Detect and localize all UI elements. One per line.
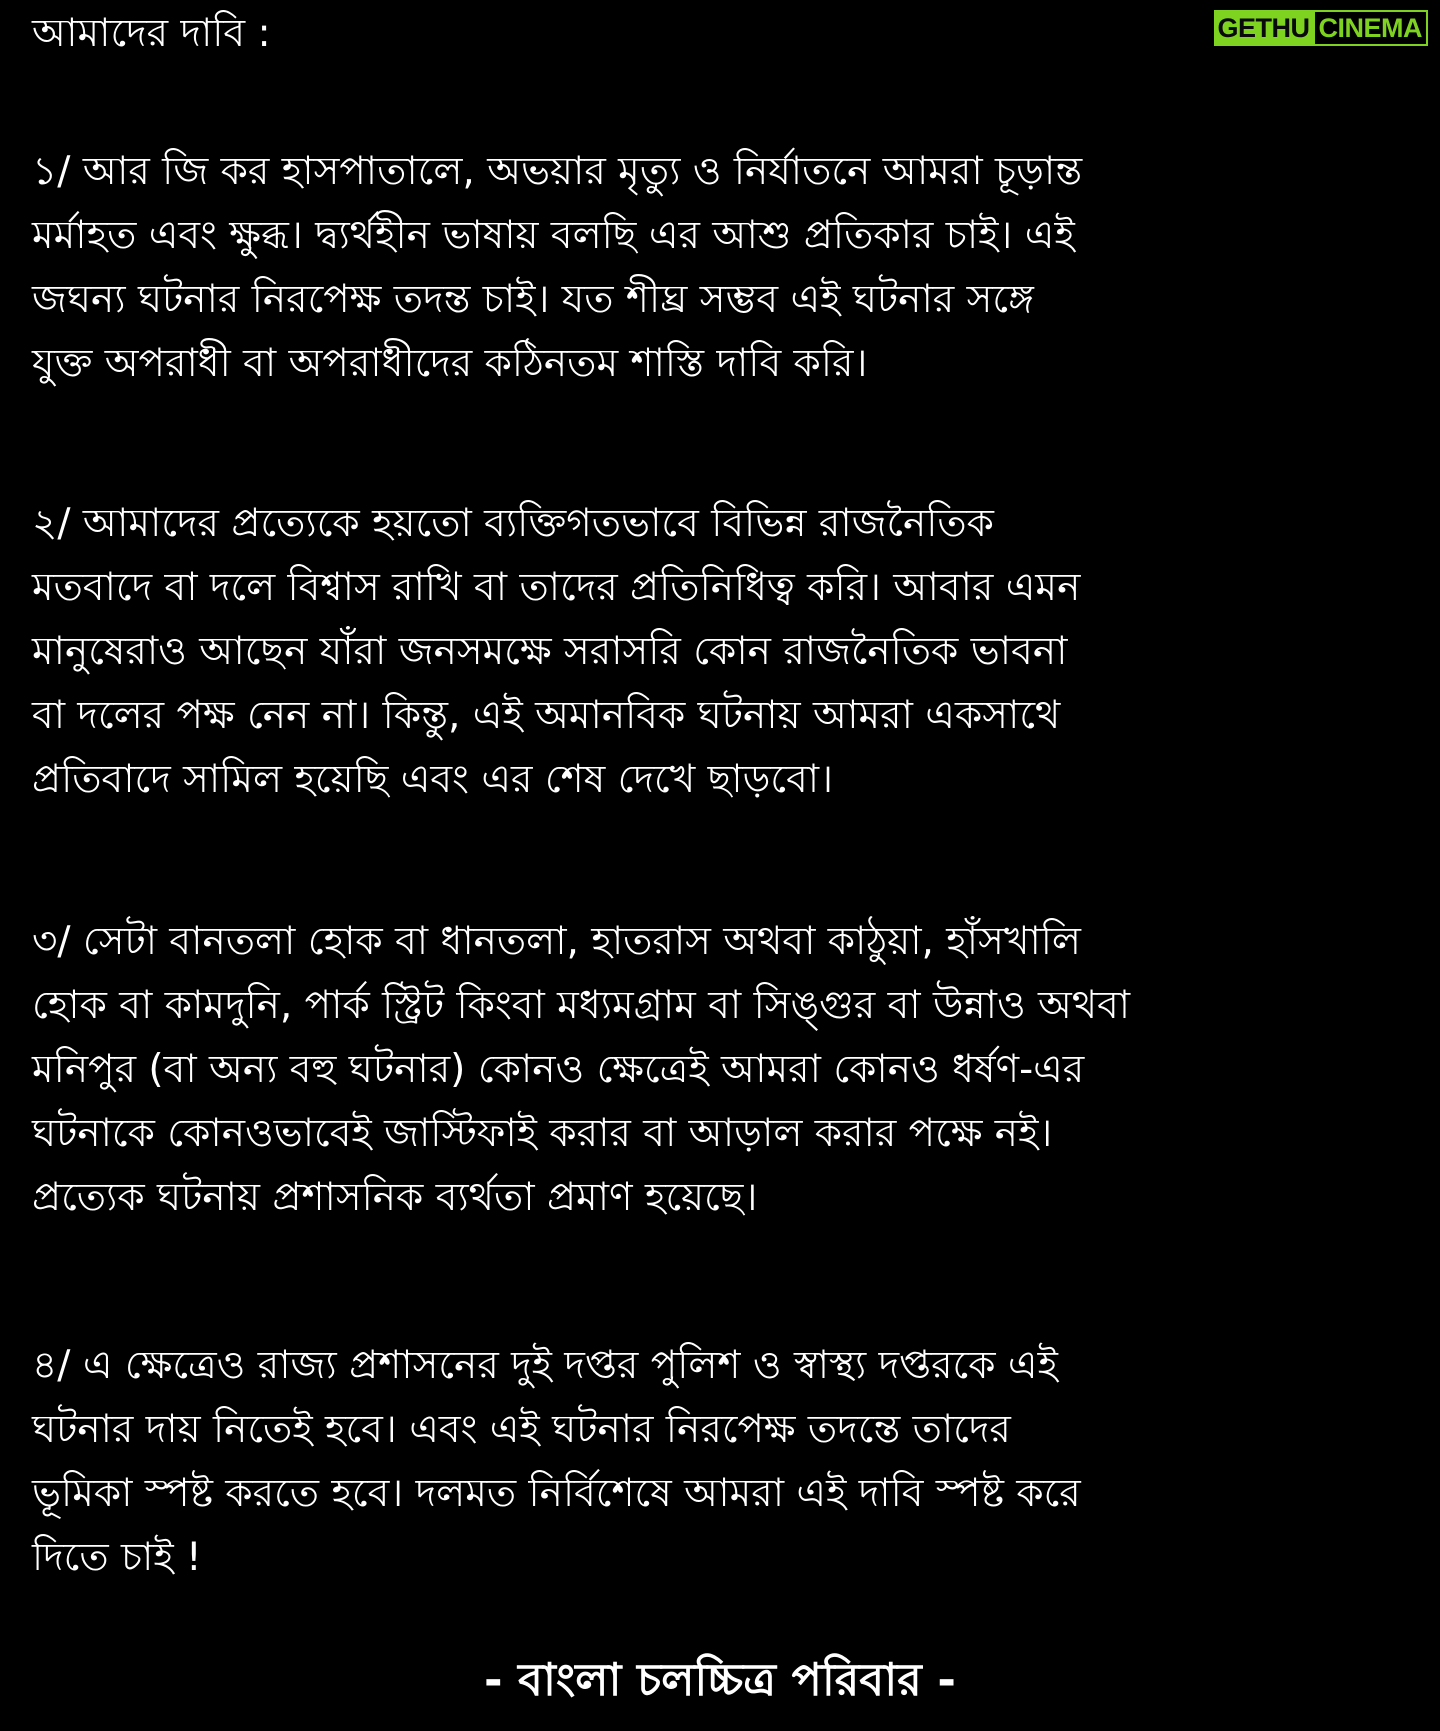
paragraph-line: মানুষেরাও আছেন যাঁরা জনসমক্ষে সরাসরি কোন রাজনৈতিক ভাবনা [32, 629, 1068, 674]
paragraph-line: হোক বা কামদুনি, পার্ক স্ট্রিট কিংবা মধ্যমগ্রাম বা সিঙ্গুর বা উন্নাও অথবা [32, 983, 1131, 1028]
paragraph-line: মতবাদে বা দলে বিশ্বাস রাখি বা তাদের প্রতিনিধিত্ব করি। আবার এমন [32, 565, 1081, 610]
paragraph-line: মর্মাহত এবং ক্ষুব্ধ। দ্ব্যর্থহীন ভাষায় বলছি এর আশু প্রতিকার চাই। এই [32, 213, 1075, 258]
signature: - বাংলা চলচ্চিত্র পরিবার - [484, 1653, 956, 1706]
statement-heading: আমাদের দাবি : [32, 11, 271, 56]
watermark-part2: CINEMA [1313, 10, 1429, 46]
watermark-logo [1214, 10, 1429, 46]
paragraph-line: ২/ আমাদের প্রত্যেকে হয়তো ব্যক্তিগতভাবে বিভিন্ন রাজনৈতিক [32, 501, 994, 546]
paragraph-line: জঘন্য ঘটনার নিরপেক্ষ তদন্ত চাই। যত শীঘ্র সম্ভব এই ঘটনার সঙ্গে [32, 277, 1034, 322]
paragraph-line: যুক্ত অপরাধী বা অপরাধীদের কঠিনতম শাস্তি দাবি করি। [32, 341, 868, 386]
paragraph-line: প্রতিবাদে সামিল হয়েছি এবং এর শেষ দেখে ছাড়বো। [32, 757, 834, 802]
paragraph-line: ৪/ এ ক্ষেত্রেও রাজ্য প্রশাসনের দুই দপ্তর পুলিশ ও স্বাস্থ্য দপ্তরকে এই [32, 1343, 1058, 1388]
paragraph-line: মনিপুর (বা অন্য বহু ঘটনার) কোনও ক্ষেত্রেই আমরা কোনও ধর্ষণ-এর [32, 1047, 1085, 1092]
paragraph-line: ৩/ সেটা বানতলা হোক বা ধানতলা, হাতরাস অথবা কাঠুয়া, হাঁসখালি [32, 919, 1081, 964]
paragraph-line: ১/ আর জি কর হাসপাতালে, অভয়ার মৃত্যু ও নির্যাতনে আমরা চূড়ান্ত [32, 149, 1083, 194]
paragraph-line: প্রত্যেক ঘটনায় প্রশাসনিক ব্যর্থতা প্রমাণ হয়েছে। [32, 1175, 758, 1220]
paragraph-line: ঘটনাকে কোনওভাবেই জাস্টিফাই করার বা আড়াল করার পক্ষে নই। [32, 1111, 1053, 1156]
demand-paragraph-3 [32, 910, 1392, 1230]
paragraph-line: ভূমিকা স্পষ্ট করতে হবে। দলমত নির্বিশেষে আমরা এই দাবি স্পষ্ট করে [32, 1471, 1081, 1516]
demand-paragraph-1 [32, 140, 1392, 396]
paragraph-line: দিতে চাই ! [32, 1535, 202, 1580]
demand-paragraph-4 [32, 1334, 1392, 1590]
paragraph-line: ঘটনার দায় নিতেই হবে। এবং এই ঘটনার নিরপেক্ষ তদন্তে তাদের [32, 1407, 1011, 1452]
demand-paragraph-2 [32, 492, 1392, 812]
watermark-part1: GETHU [1214, 10, 1313, 46]
paragraph-line: বা দলের পক্ষ নেন না। কিন্তু, এই অমানবিক ঘটনায় আমরা একসাথে [32, 693, 1061, 738]
